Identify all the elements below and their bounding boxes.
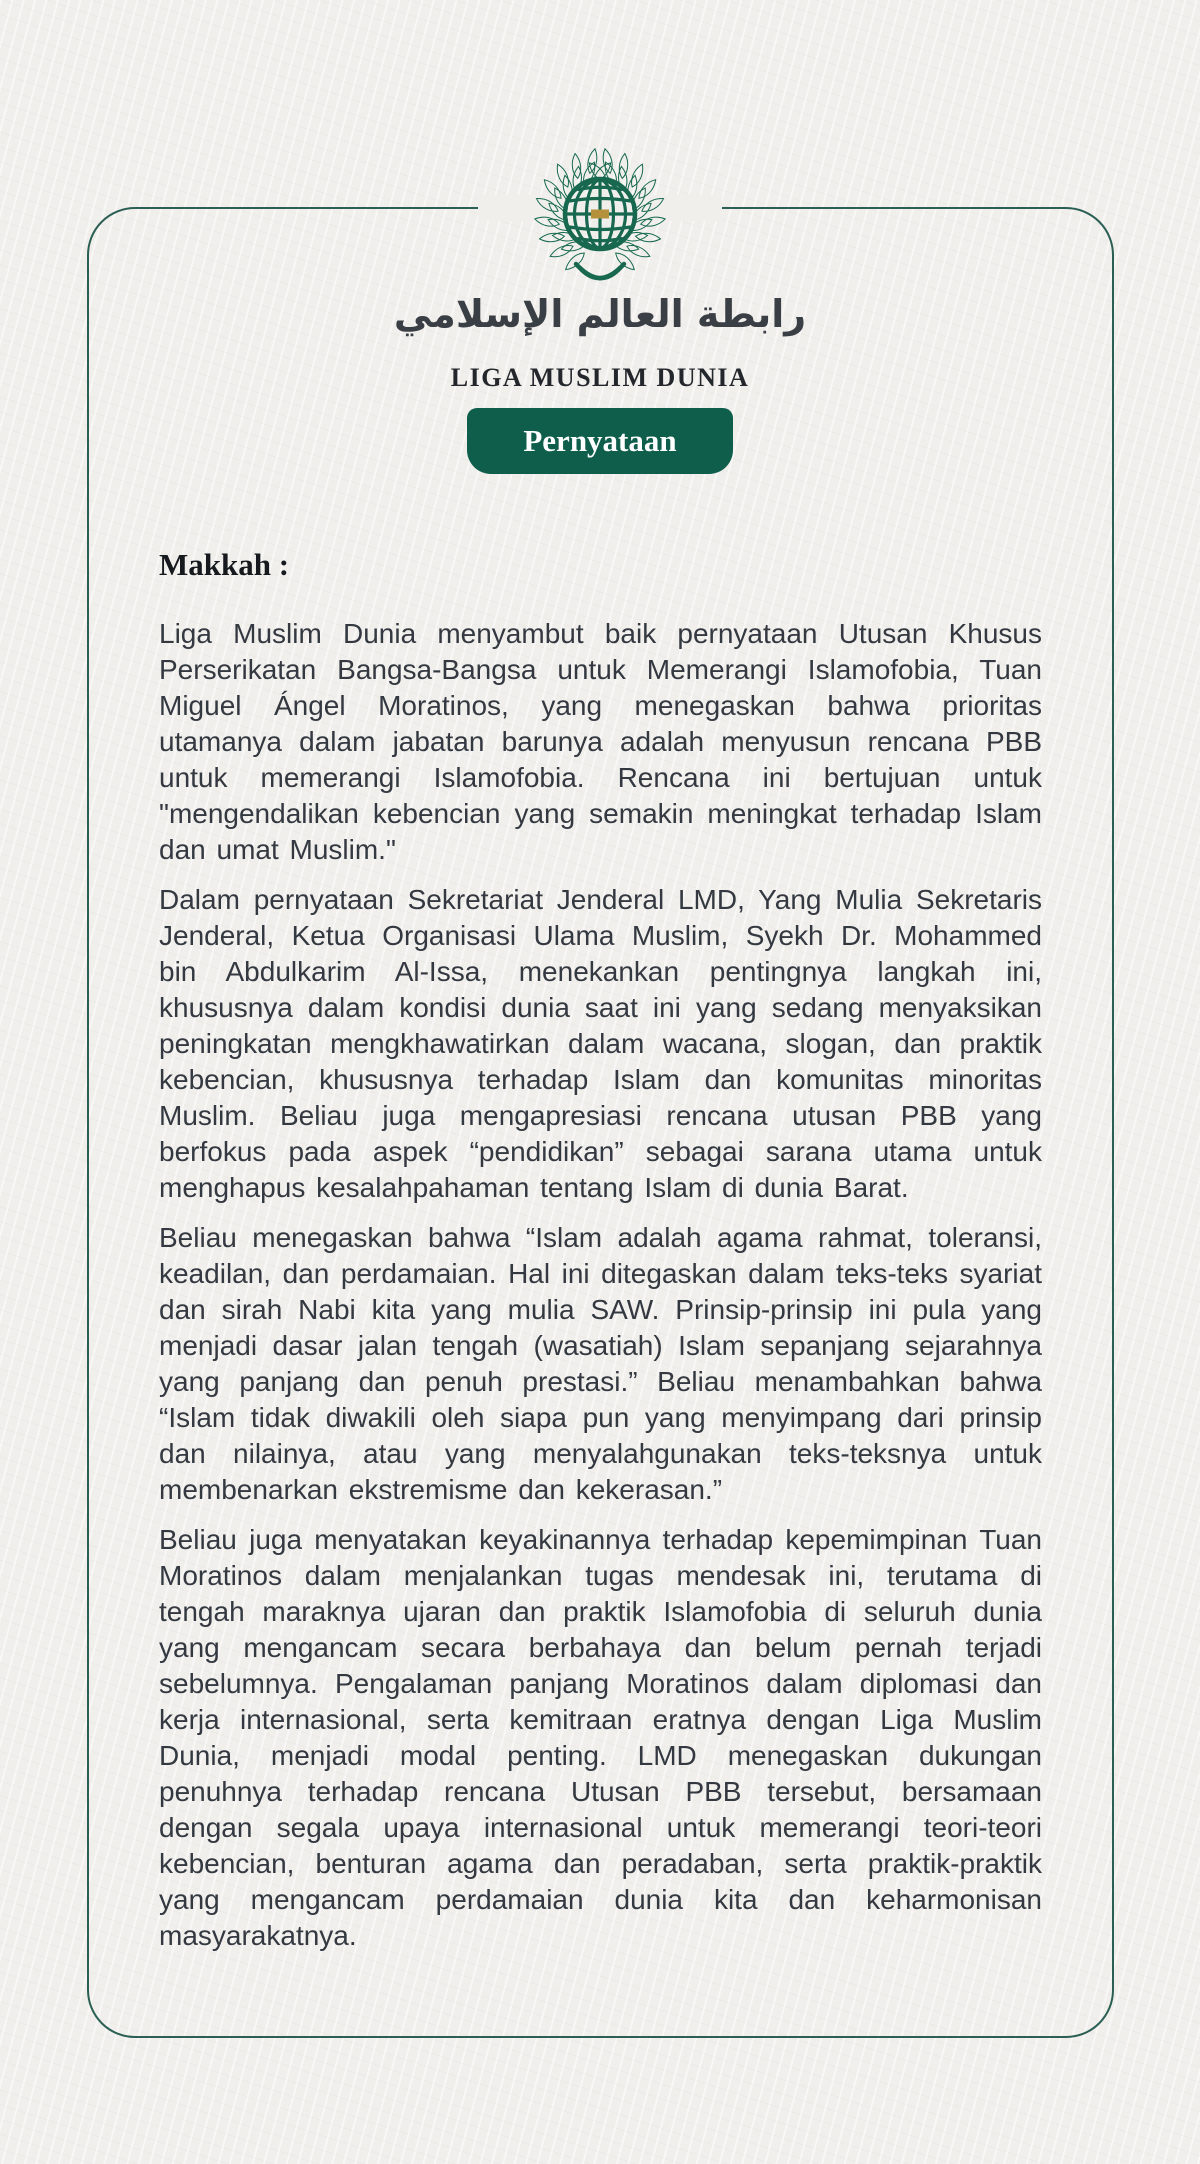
- kaaba-icon: [591, 210, 609, 219]
- article-paragraph: Liga Muslim Dunia menyambut baik pernyataan Utusan Khusus Perserikatan Bangsa-Bangsa untuk Memerangi Islamofobia, Tuan Miguel Ángel Moratinos, yang menegaskan bahwa prioritas utamanya dalam jabatan barunya adalah menyusun rencana PBB untuk memerangi Islamofobia. Rencana ini bertujuan untuk "mengendalikan kebencian yang semakin meningkat terhadap Islam dan umat Muslim.": [159, 618, 1042, 865]
- statement-badge-label: Pernyataan: [523, 423, 677, 458]
- dateline-heading: Makkah :: [159, 547, 290, 582]
- statement-body: [159, 547, 1042, 1968]
- article-paragraphs: [159, 616, 1042, 1954]
- article-paragraph: Beliau juga menyatakan keyakinannya terhadap kepemimpinan Tuan Moratinos dalam menjalankan tugas mendesak ini, terutama di tengah maraknya ujaran dan praktik Islamofobia di seluruh dunia yang mengancam secara berbahaya dan belum pernah terjadi sebelumnya. Pengalaman panjang Moratinos dalam diplomasi dan kerja internasional, serta kemitraan eratnya dengan Liga Muslim Dunia, menjadi modal penting. LMD menegaskan dukungan penuhnya terhadap rencana Utusan PBB tersebut, bersamaan dengan segala upaya internasional untuk memerangi teori-teori kebencian, benturan agama dan peradaban, serta praktik-praktik yang mengancam perdamaian dunia kita dan keharmonisan masyarakatnya.: [159, 1524, 1042, 1951]
- statement-badge: [467, 408, 733, 474]
- laurel-wreath-globe-icon: [470, 142, 730, 312]
- article-paragraph: Dalam pernyataan Sekretariat Jenderal LMD, Yang Mulia Sekretaris Jenderal, Ketua Organisasi Ulama Muslim, Syekh Dr. Mohammed bin Abdulkarim Al-Issa, menekankan pentingnya langkah ini, khususnya dalam kondisi dunia saat ini yang sedang menyaksikan peningkatan mengkhawatirkan dalam wacana, slogan, dan praktik kebencian, khususnya terhadap Islam dan komunitas minoritas Muslim. Beliau juga mengapresiasi rencana utusan PBB yang berfokus pada aspek “pendidikan” sebagai sarana utama untuk menghapus kesalahpahaman tentang Islam di dunia Barat.: [159, 884, 1042, 1203]
- org-name: LIGA MUSLIM DUNIA: [450, 363, 750, 392]
- arabic-calligraphy-name: رابطة العالم الإسلامي: [393, 292, 807, 336]
- article-paragraph: Beliau menegaskan bahwa “Islam adalah agama rahmat, toleransi, keadilan, dan perdamaian. Hal ini ditegaskan dalam teks-teks syariat dan sirah Nabi kita yang mulia SAW. Prinsip-prinsip ini pula yang menjadi dasar jalan tengah (wasatiah) Islam sepanjang sejarahnya yang panjang dan penuh prestasi.” Beliau menambahkan bahwa “Islam tidak diwakili oleh siapa pun yang menyimpang dari prinsip dan nilainya, atau yang menyalahgunakan teks-teksnya untuk membenarkan ekstremisme dan kekerasan.”: [159, 1222, 1042, 1505]
